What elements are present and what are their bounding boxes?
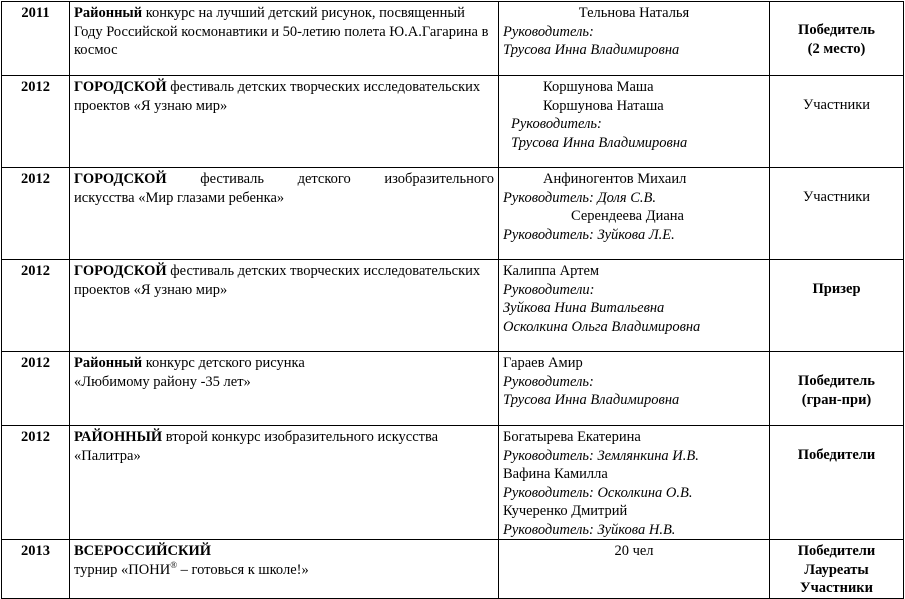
leader-name: Руководитель: Зуйкова Л.Е. <box>503 226 675 243</box>
leader-name: Руководитель: Зуйкова Н.В. <box>503 521 676 538</box>
year-cell: 2012 <box>2 426 70 540</box>
result-cell: Призер <box>770 260 904 352</box>
participant-name: Серендеева Диана <box>571 208 684 224</box>
table-row <box>2 168 904 260</box>
leader-name: Зуйкова Нина Витальевна <box>503 300 665 316</box>
participants-cell <box>499 260 770 352</box>
result-cell: Победители <box>770 426 904 540</box>
table-row <box>2 540 904 599</box>
participant-name: Вафина Камилла <box>503 466 608 482</box>
event-level: ГОРОДСКОЙ <box>74 263 167 279</box>
table-row <box>2 352 904 426</box>
year-cell: 2011 <box>2 2 70 76</box>
participant-name: Анфиногентов Михаил <box>543 171 687 187</box>
result-cell: Участники <box>770 168 904 260</box>
result-text: (гран-при) <box>801 391 872 408</box>
registered-mark: ® <box>170 559 178 570</box>
event-description: конкурс на лучший детский рисунок, посвященный Году Российской космонавтики и 50-летию полета Ю.А.Гагарина в космос <box>74 5 489 58</box>
participant-name: Коршунова Наташа <box>543 97 664 114</box>
participants-cell <box>499 426 770 540</box>
event-cell <box>70 540 499 599</box>
leader-name: Руководитель: Осколкина О.В. <box>503 484 693 501</box>
participant-name: Гараев Амир <box>503 355 583 371</box>
table-row <box>2 2 904 76</box>
event-cell <box>70 426 499 540</box>
result-text: Победитель <box>798 22 875 38</box>
result-text: Лауреаты <box>804 561 869 578</box>
participants-cell <box>499 352 770 426</box>
event-level: ГОРОДСКОЙ <box>74 171 167 187</box>
leader-name: Осколкина Ольга Владимировна <box>503 318 701 335</box>
participants-cell <box>499 540 770 599</box>
result-cell <box>770 352 904 426</box>
event-description: искусства «Мир глазами ребенка» <box>74 189 285 206</box>
result-cell: Участники <box>770 76 904 168</box>
participant-name: Калиппа Артем <box>503 263 600 279</box>
achievements-table <box>1 1 904 599</box>
participant-name: Кучеренко Дмитрий <box>503 503 628 519</box>
participant-count: 20 чел <box>614 543 654 559</box>
leader-name: Трусова Инна Владимировна <box>503 392 680 408</box>
leader-label: Руководители: <box>503 281 595 298</box>
event-description: конкурс детского рисунка <box>142 355 305 371</box>
year-cell: 2013 <box>2 540 70 599</box>
result-cell <box>770 540 904 599</box>
event-level: ГОРОДСКОЙ <box>74 79 167 95</box>
participants-cell <box>499 2 770 76</box>
leader-name: Трусова Инна Владимировна <box>503 42 680 58</box>
event-level: РАЙОННЫЙ <box>74 429 163 445</box>
participant-name: Богатырева Екатерина <box>503 429 641 445</box>
event-level: ВСЕРОССИЙСКИЙ <box>74 543 212 559</box>
year-cell: 2012 <box>2 76 70 168</box>
participant-name: Коршунова Маша <box>543 79 654 95</box>
table-row <box>2 76 904 168</box>
table-row <box>2 426 904 540</box>
event-cell <box>70 352 499 426</box>
event-cell <box>70 168 499 260</box>
participant-name: Тельнова Наталья <box>578 5 690 21</box>
leader-name: Трусова Инна Владимировна <box>511 134 688 151</box>
participants-cell <box>499 76 770 168</box>
event-level: Районный <box>74 5 143 21</box>
year-cell: 2012 <box>2 352 70 426</box>
event-description: «Любимому району -35 лет» <box>74 373 251 390</box>
event-cell <box>70 2 499 76</box>
leader-name: Руководитель: Доля С.В. <box>503 189 657 206</box>
leader-label: Руководитель: <box>511 116 602 132</box>
event-description: турнир «ПОНИ <box>74 561 171 578</box>
result-text: (2 место) <box>807 40 866 57</box>
event-description: фестиваль детского изобразительного <box>200 171 494 187</box>
result-text: Участники <box>799 580 874 596</box>
event-description: второй конкурс изобразительного искусства «Палитра» <box>74 429 439 464</box>
participants-cell <box>499 168 770 260</box>
leader-name: Руководитель: Землянкина И.В. <box>503 447 699 464</box>
leader-label: Руководитель: <box>503 373 594 390</box>
event-cell <box>70 260 499 352</box>
event-cell <box>70 76 499 168</box>
event-level: Районный <box>74 355 143 371</box>
result-text: Победители <box>797 543 876 559</box>
result-text: Победитель <box>798 373 875 389</box>
year-cell: 2012 <box>2 260 70 352</box>
event-description: – готовься к школе!» <box>177 561 309 578</box>
leader-label: Руководитель: <box>503 23 594 40</box>
event-description: фестиваль детских творческих исследовательских проектов «Я узнаю мир» <box>74 263 481 298</box>
table-row <box>2 260 904 352</box>
result-cell <box>770 2 904 76</box>
year-cell: 2012 <box>2 168 70 260</box>
event-description: фестиваль детских творческих исследовательских проектов «Я узнаю мир» <box>74 79 481 114</box>
